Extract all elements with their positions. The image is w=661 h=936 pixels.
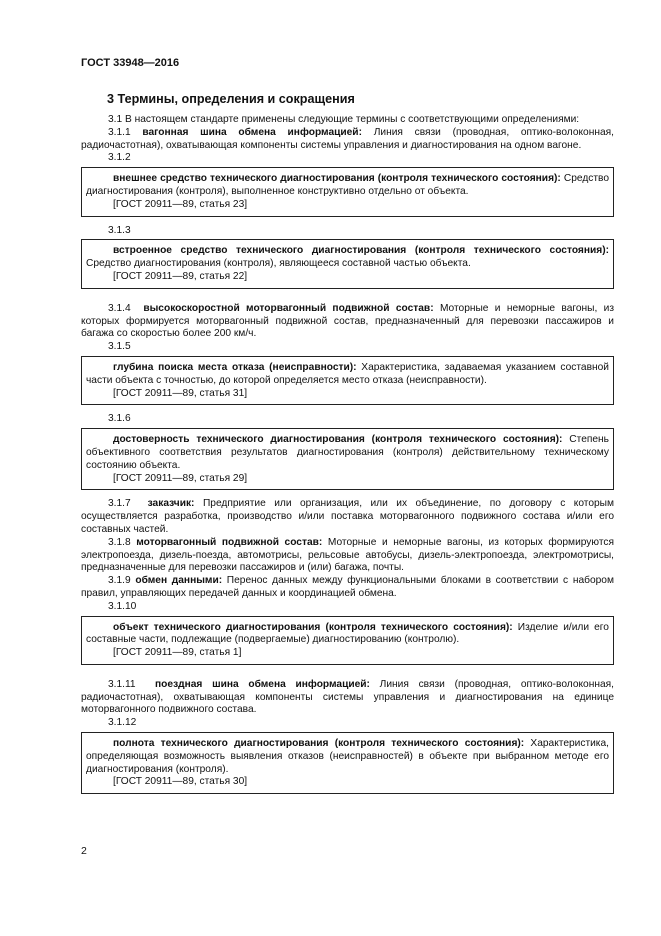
entry-3-1-9: [81, 575, 614, 601]
definition: Характеристика, задаваемая указанием составной части объекта с точностью, до которой определяется место отказа (неисправности).: [86, 361, 609, 386]
reference: [ГОСТ 20911—89, статья 23]: [113, 198, 248, 210]
entry-3-1-4: [81, 303, 614, 341]
definition: Линия связи (проводная, оптико-волоконная, радиочастотная), охватывающая компоненты системы управления и диагностирования на одном вагоне.: [81, 126, 614, 151]
entry-3-1-7: [81, 498, 614, 536]
box-text: [86, 173, 609, 199]
term-box-3-1-10: [81, 616, 614, 665]
entry-number-3-1-5: 3.1.5: [108, 341, 131, 353]
entry-number: 3.1.4: [108, 302, 131, 314]
reference: [ГОСТ 20911—89, статья 22]: [113, 270, 248, 282]
entry-number-3-1-3: 3.1.3: [108, 224, 131, 236]
entry-number-3-1-10: 3.1.10: [108, 600, 137, 612]
definition: Предприятие или организация, или их объединение, по договору с которым осуществляется разработка, производство и/или поставка моторвагонного подвижного состава и/или его составных частей.: [81, 498, 615, 535]
term: обмен данными:: [135, 575, 223, 587]
page-number: 2: [81, 845, 87, 857]
definition: Характеристика, определяющая возможность выявления отказов (неисправностей) в объекте при выбранном методе его диагностирования (контроля).: [86, 738, 609, 775]
definition: Средство диагностирования (контроля), являющееся составной частью объекта.: [86, 258, 471, 270]
intro-paragraph: 3.1 В настоящем стандарте применены следующие термины с соответствующими определениями:: [108, 114, 580, 125]
term: глубина поиска места отказа (неисправности):: [113, 361, 357, 373]
entry-3-1-8: [81, 537, 614, 575]
reference: [ГОСТ 20911—89, статья 29]: [113, 472, 248, 484]
box-text: [86, 738, 609, 776]
box-text: [86, 622, 609, 648]
term-box-3-1-6: [81, 428, 614, 490]
entry-number: 3.1.1: [108, 126, 131, 138]
entry-number-3-1-6: 3.1.6: [108, 413, 131, 425]
terms-column: [81, 114, 614, 802]
section-title: 3 Термины, определения и сокращения: [107, 92, 355, 106]
standard-designation: ГОСТ 33948—2016: [81, 57, 180, 69]
term-box-3-1-2: [81, 167, 614, 216]
term-box-3-1-5: [81, 356, 614, 405]
box-text: [86, 434, 609, 472]
box-text: [86, 245, 609, 271]
definition: Изделие и/или его составные части, подлежащие (подвергаемые) диагностированию (контролю).: [86, 621, 609, 646]
term: объект технического диагностирования (контроля технического состояния):: [113, 621, 513, 633]
definition: Средство диагностирования (контроля), выполненное конструктивно отдельно от объекта.: [86, 173, 609, 197]
term: высокоскоростной моторвагонный подвижной состав:: [143, 302, 434, 314]
entry-number-3-1-12: 3.1.12: [108, 717, 137, 729]
term: вагонная шина обмена информацией:: [142, 126, 362, 138]
term-box-3-1-3: [81, 239, 614, 288]
entry-number: 3.1.7: [108, 498, 131, 510]
term: поездная шина обмена информацией:: [155, 678, 370, 690]
definition: Линия связи (проводная, оптико-волоконная, радиочастотная), охватывающая компоненты системы управления и диагностирования на единице моторвагонного подвижного состава.: [81, 678, 614, 716]
term: встроенное средство технического диагностирования (контроля технического состояния):: [113, 245, 609, 257]
entry-number: 3.1.11: [108, 678, 136, 690]
term: внешнее средство технического диагностирования (контроля технического состояния):: [113, 173, 561, 185]
entry-3-1-11: [81, 679, 614, 717]
term-box-3-1-12: [81, 732, 614, 794]
definition: Степень объективного соответствия результатов диагностирования (контроля) действительному техническому состоянию объекта.: [86, 434, 609, 471]
reference: [ГОСТ 20911—89, статья 31]: [113, 387, 248, 399]
entry-number: 3.1.8: [108, 536, 131, 548]
box-text: [86, 362, 609, 388]
entry-number-3-1-2: 3.1.2: [108, 152, 131, 164]
definition: Перенос данных между функциональными блоками в соответствии с набором правил, управляющих передачей данных и координацией обмена.: [81, 575, 614, 599]
entry-number: 3.1.9: [108, 575, 131, 587]
reference: [ГОСТ 20911—89, статья 1]: [113, 647, 242, 659]
term: заказчик:: [147, 498, 195, 510]
term: полнота технического диагностирования (контроля технического состояния):: [113, 738, 525, 750]
reference: [ГОСТ 20911—89, статья 30]: [113, 776, 248, 788]
term: моторвагонный подвижной состав:: [136, 536, 323, 548]
definition: Моторные и неморные вагоны, из которых формируются электропоезда, дизель-поезда, автомотрисы, рельсовые автобусы, дизель-электропоезда, электромотрисы, предназначенные для перевозки пассажиров и (или) багажа, почты.: [81, 536, 614, 574]
term: достоверность технического диагностирования (контроля технического состояния):: [113, 434, 563, 446]
entry-3-1-1: [81, 127, 614, 153]
definition: Моторные и неморные вагоны, из которых формируется моторвагонный подвижной состав, предназначенный для перевозки пассажиров и багажа со скоростью более 200 км/ч.: [81, 302, 614, 340]
